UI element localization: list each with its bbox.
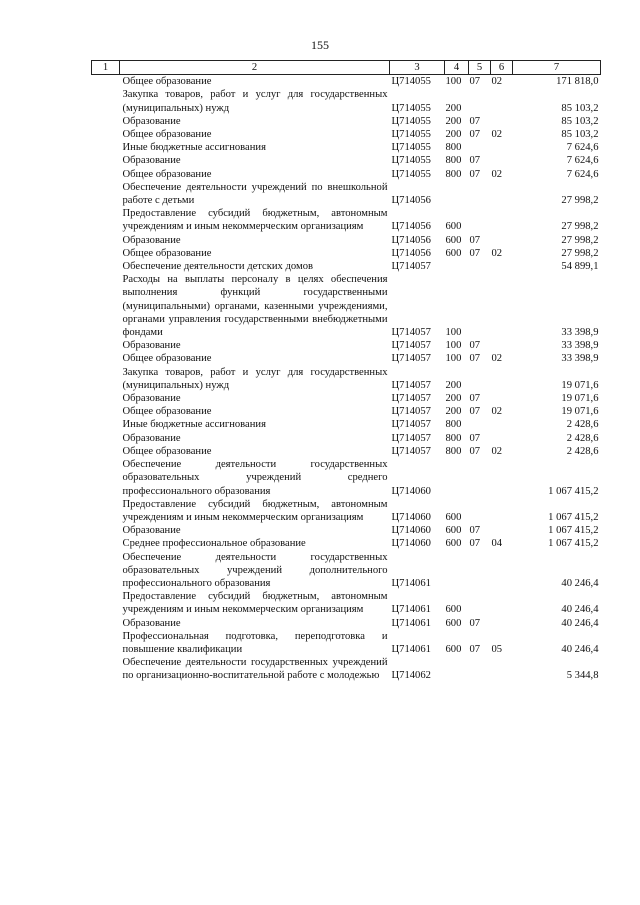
section-cell: 07 [469,393,481,405]
subsection-cell [491,339,513,352]
row-number-cell [92,630,120,656]
subsection-cell [491,418,513,431]
table-row [92,234,601,247]
item-name-cell: Образование [122,393,181,405]
column-header-5: 5 [469,61,491,75]
expense-type-cell [445,656,469,682]
section-cell: 07 [469,76,481,88]
amount-cell: 40 246,4 [561,604,599,616]
section-cell: 07 [469,155,481,167]
target-code-cell: Ц714055 [391,102,431,114]
target-code-cell: Ц714060 [391,511,431,523]
item-name-cell: Предоставление субсидий бюджетным, автономным учреждениям и иным некоммерческим организациям [122,208,388,233]
row-number-cell [92,141,120,154]
target-code-cell: Ц714056 [391,195,431,207]
row-number-cell [92,88,120,114]
section-cell: 07 [469,538,481,550]
table-row [92,247,601,260]
section-cell [469,260,491,273]
item-name-cell: Предоставление субсидий бюджетным, автономным учреждениям и иным некоммерческим организациям [122,591,388,616]
expense-type-cell [445,551,469,591]
expense-type-cell: 100 [445,327,462,339]
expense-type-cell: 100 [445,76,462,88]
item-name-cell: Обеспечение деятельности государственных образовательных учреждений среднего профессионального образования [122,459,388,497]
amount-cell: 85 103,2 [561,102,599,114]
expense-type-cell: 100 [445,353,462,365]
expense-type-cell: 200 [445,406,462,418]
section-cell [469,590,491,616]
subsection-cell [491,617,513,630]
row-number-cell [92,207,120,233]
amount-cell: 27 998,2 [561,195,599,207]
target-code-cell: Ц714060 [391,485,431,497]
budget-table [91,60,601,683]
item-name-cell: Общее образование [122,76,212,88]
item-name-cell: Иные бюджетные ассигнования [122,419,266,431]
table-row [92,260,601,273]
row-number-cell [92,590,120,616]
column-header-7: 7 [513,61,601,75]
row-number-cell [92,445,120,458]
item-name-cell: Образование [122,617,181,629]
amount-cell: 54 899,1 [561,261,599,273]
amount-cell: 40 246,4 [561,577,599,589]
subsection-cell: 02 [491,247,503,259]
table-row [92,115,601,128]
subsection-cell [491,273,513,339]
row-number-cell [92,458,120,498]
amount-cell: 85 103,2 [561,115,599,127]
target-code-cell: Ц714056 [391,234,431,246]
target-code-cell: Ц714055 [391,155,431,167]
target-code-cell: Ц714057 [391,445,431,457]
section-cell: 07 [469,353,481,365]
section-cell: 07 [469,234,481,246]
table-row [92,537,601,550]
section-cell: 07 [469,340,481,352]
column-header-4: 4 [445,61,469,75]
item-name-cell: Расходы на выплаты персоналу в целях обеспечения выполнения функций государственными (муниципальными) органами, казенными учреждениями, органами управления государственными внебюджетными фондами [122,274,388,339]
row-number-cell [92,656,120,682]
row-number-cell [92,537,120,550]
target-code-cell: Ц714056 [391,247,431,259]
table-row [92,418,601,431]
item-name-cell: Обеспечение деятельности государственных учреждений по организационно-воспитательной работе с молодежью [122,657,388,682]
section-cell [469,418,491,431]
expense-type-cell: 200 [445,115,462,127]
row-number-cell [92,128,120,141]
expense-type-cell: 600 [445,525,462,537]
row-number-cell [92,432,120,445]
row-number-cell [92,418,120,431]
item-name-cell: Образование [122,340,181,352]
item-name-cell: Обеспечение деятельности государственных образовательных учреждений дополнительного профессионального образования [122,551,388,589]
table-row [92,207,601,233]
expense-type-cell [445,458,469,498]
item-name-cell: Профессиональная подготовка, переподготовка и повышение квалификации [122,630,388,655]
section-cell [469,141,491,154]
target-code-cell: Ц714057 [391,353,431,365]
table-row [92,366,601,392]
row-number-cell [92,115,120,128]
amount-cell: 33 398,9 [561,340,599,352]
target-code-cell: Ц714057 [391,261,431,273]
subsection-cell: 05 [491,643,503,655]
section-cell [469,273,491,339]
section-cell: 07 [469,617,481,629]
row-number-cell [92,498,120,524]
amount-cell: 27 998,2 [561,221,599,233]
section-cell: 07 [469,643,481,655]
item-name-cell: Обеспечение деятельности учреждений по внешкольной работе с детьми [122,181,388,207]
table-row [92,168,601,181]
row-number-cell [92,234,120,247]
table-header [92,61,601,75]
page-number: 155 [311,38,329,52]
expense-type-cell: 800 [445,142,462,154]
item-name-cell: Общее образование [122,406,212,418]
table-row [92,141,601,154]
expense-type-cell: 600 [445,234,462,246]
item-name-cell: Закупка товаров, работ и услуг для государственных (муниципальных) нужд [122,366,388,391]
item-name-cell: Образование [122,155,181,167]
table-row [92,128,601,141]
amount-cell: 7 624,6 [566,155,599,167]
expense-type-cell: 600 [445,604,462,616]
subsection-cell: 02 [491,129,503,141]
target-code-cell: Ц714057 [391,327,431,339]
subsection-cell: 02 [491,445,503,457]
expense-type-cell: 100 [445,340,462,352]
amount-cell: 40 246,4 [561,617,599,629]
expense-type-cell: 800 [445,419,462,431]
subsection-cell [491,207,513,233]
subsection-cell: 04 [491,538,503,550]
section-cell: 07 [469,247,481,259]
target-code-cell: Ц714060 [391,538,431,550]
section-cell: 07 [469,168,481,180]
expense-type-cell: 600 [445,617,462,629]
section-cell [469,498,491,524]
table-row [92,458,601,498]
table-row [92,154,601,167]
row-number-cell [92,260,120,273]
subsection-cell [491,88,513,114]
amount-cell: 7 624,6 [566,168,599,180]
section-cell: 07 [469,445,481,457]
row-number-cell [92,168,120,181]
item-name-cell: Общее образование [122,168,212,180]
row-number-cell [92,617,120,630]
amount-cell: 33 398,9 [561,353,599,365]
table-row [92,273,601,339]
section-cell: 07 [469,115,481,127]
expense-type-cell: 800 [445,445,462,457]
table-row [92,392,601,405]
amount-cell: 171 818,0 [556,76,599,88]
expense-type-cell: 200 [445,102,462,114]
table-row [92,630,601,656]
row-number-cell [92,366,120,392]
section-cell [469,88,491,114]
target-code-cell: Ц714055 [391,129,431,141]
expense-type-cell: 600 [445,511,462,523]
expense-type-cell: 200 [445,129,462,141]
expense-type-cell: 200 [445,379,462,391]
section-cell [469,458,491,498]
target-code-cell: Ц714061 [391,604,431,616]
target-code-cell: Ц714060 [391,525,431,537]
row-number-cell [92,181,120,207]
table-row [92,524,601,537]
amount-cell: 40 246,4 [561,643,599,655]
item-name-cell: Общее образование [122,129,212,141]
row-number-cell [92,247,120,260]
section-cell: 07 [469,432,481,444]
header-row [92,61,601,75]
expense-type-cell: 600 [445,247,462,259]
table-row [92,656,601,682]
table-row [92,88,601,114]
column-header-3: 3 [390,61,445,75]
item-name-cell: Образование [122,432,181,444]
item-name-cell: Среднее профессиональное образование [122,538,306,550]
subsection-cell: 02 [491,168,503,180]
row-number-cell [92,524,120,537]
table-row [92,590,601,616]
item-name-cell: Образование [122,115,181,127]
subsection-cell: 02 [491,353,503,365]
target-code-cell: Ц714061 [391,617,431,629]
subsection-cell [491,260,513,273]
subsection-cell [491,115,513,128]
amount-cell: 7 624,6 [566,142,599,154]
expense-type-cell: 200 [445,393,462,405]
amount-cell: 19 071,6 [561,406,599,418]
target-code-cell: Ц714061 [391,577,431,589]
table-row [92,75,601,89]
subsection-cell [491,498,513,524]
table-row [92,405,601,418]
target-code-cell: Ц714061 [391,643,431,655]
amount-cell: 1 067 415,2 [548,525,599,537]
section-cell [469,207,491,233]
subsection-cell [491,154,513,167]
row-number-cell [92,392,120,405]
subsection-cell [491,656,513,682]
amount-cell: 27 998,2 [561,234,599,246]
item-name-cell: Общее образование [122,353,212,365]
subsection-cell [491,590,513,616]
amount-cell: 85 103,2 [561,129,599,141]
amount-cell: 1 067 415,2 [548,511,599,523]
table-row [92,181,601,207]
target-code-cell: Ц714055 [391,76,431,88]
column-header-1: 1 [92,61,120,75]
table-row [92,498,601,524]
row-number-cell [92,352,120,365]
amount-cell: 19 071,6 [561,379,599,391]
item-name-cell: Предоставление субсидий бюджетным, автономным учреждениям и иным некоммерческим организациям [122,498,388,523]
target-code-cell: Ц714055 [391,168,431,180]
subsection-cell: 02 [491,406,503,418]
subsection-cell [491,234,513,247]
subsection-cell [491,458,513,498]
row-number-cell [92,154,120,167]
item-name-cell: Образование [122,234,181,246]
expense-type-cell: 600 [445,221,462,233]
amount-cell: 19 071,6 [561,393,599,405]
subsection-cell [491,141,513,154]
subsection-cell [491,432,513,445]
table-row [92,339,601,352]
target-code-cell: Ц714056 [391,221,431,233]
amount-cell: 1 067 415,2 [548,485,599,497]
table-row [92,445,601,458]
section-cell: 07 [469,406,481,418]
section-cell [469,551,491,591]
amount-cell: 27 998,2 [561,247,599,259]
item-name-cell: Образование [122,525,181,537]
expense-type-cell: 800 [445,432,462,444]
column-header-6: 6 [491,61,513,75]
subsection-cell [491,392,513,405]
item-name-cell: Иные бюджетные ассигнования [122,142,266,154]
target-code-cell: Ц714057 [391,340,431,352]
column-header-2: 2 [120,61,390,75]
target-code-cell: Ц714055 [391,142,431,154]
table-row [92,617,601,630]
item-name-cell: Обеспечение деятельности детских домов [122,261,313,273]
section-cell: 07 [469,525,481,537]
section-cell [469,181,491,207]
target-code-cell: Ц714057 [391,432,431,444]
item-name-cell: Закупка товаров, работ и услуг для государственных (муниципальных) нужд [122,89,388,114]
table-row [92,551,601,591]
expense-type-cell [445,181,469,207]
target-code-cell: Ц714057 [391,406,431,418]
amount-cell: 2 428,6 [566,432,599,444]
target-code-cell: Ц714055 [391,115,431,127]
section-cell: 07 [469,129,481,141]
table-row [92,352,601,365]
section-cell [469,366,491,392]
subsection-cell [491,524,513,537]
amount-cell: 33 398,9 [561,327,599,339]
row-number-cell [92,339,120,352]
subsection-cell [491,551,513,591]
section-cell [469,656,491,682]
subsection-cell [491,181,513,207]
item-name-cell: Общее образование [122,445,212,457]
subsection-cell: 02 [491,76,503,88]
amount-cell: 2 428,6 [566,445,599,457]
expense-type-cell: 800 [445,155,462,167]
row-number-cell [92,273,120,339]
expense-type-cell: 800 [445,168,462,180]
amount-cell: 2 428,6 [566,419,599,431]
target-code-cell: Ц714057 [391,379,431,391]
expense-type-cell: 600 [445,643,462,655]
expense-type-cell [445,260,469,273]
table-row [92,432,601,445]
table-body [92,75,601,683]
amount-cell: 1 067 415,2 [548,538,599,550]
target-code-cell: Ц714057 [391,419,431,431]
target-code-cell: Ц714057 [391,393,431,405]
row-number-cell [92,75,120,89]
row-number-cell [92,405,120,418]
row-number-cell [92,551,120,591]
expense-type-cell: 600 [445,538,462,550]
subsection-cell [491,366,513,392]
item-name-cell: Общее образование [122,247,212,259]
target-code-cell: Ц714062 [391,670,431,682]
amount-cell: 5 344,8 [566,670,599,682]
